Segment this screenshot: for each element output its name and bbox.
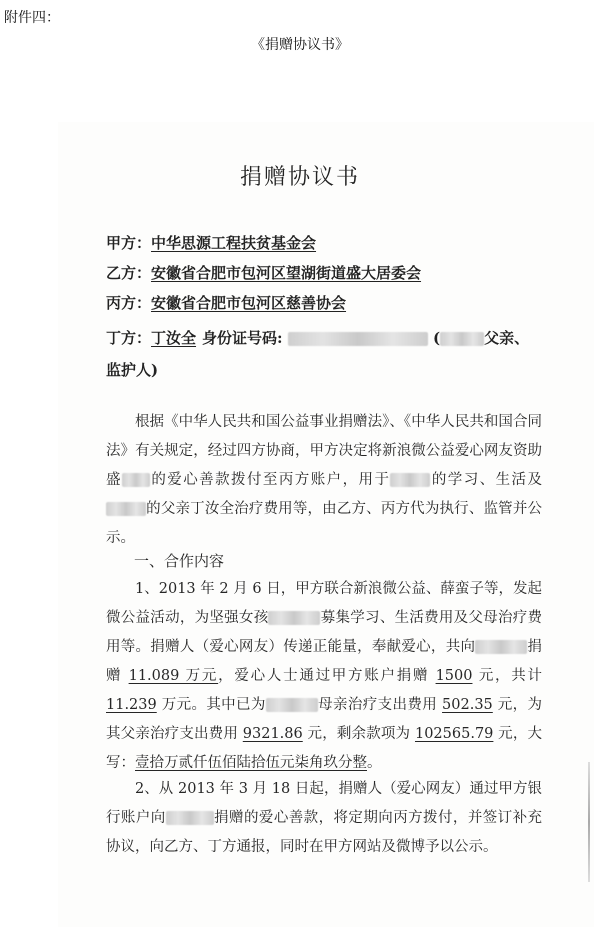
party-a-label: 甲方： (106, 234, 152, 252)
para1-text-c: 的学习、生活及 (430, 472, 542, 488)
party-c (106, 292, 346, 313)
para2-text-e: 元，共计 (472, 668, 543, 684)
party-b (106, 262, 421, 283)
id-label: 身份证号码: (202, 329, 283, 347)
party-b-value: 安徽省合肥市包河区望湖街道盛大居委会 (151, 264, 422, 282)
amount-total-online: 11.089 万元 (128, 668, 219, 684)
party-a-value: 中华思源工程扶贫基金会 (151, 234, 317, 252)
attachment-label: 附件四： (4, 10, 60, 26)
paragraph-item-1 (106, 575, 542, 778)
para1-text-b: 的爱心善款拨付至丙方账户，用于 (149, 472, 391, 488)
para1-text-d: 的父亲丁汝全治疗费用等，由乙方、丙方代为执行、监管并公示。 (106, 501, 542, 546)
document-caption: 《捐赠协议书》 (251, 37, 349, 53)
para2-text-j: 元，大写： (106, 726, 543, 771)
para2-text-i: 元，剩余款项为 (302, 726, 415, 742)
para3-text-b: 捐赠的爱心善款，将定期向丙方拨付，并签订补充协议，向乙方、丁方通报，同时在甲方网站及微博予以公示。 (106, 810, 543, 855)
party-c-value: 安徽省合肥市包河区慈善协会 (151, 294, 347, 312)
para2-text-a: 1、2013 年 2 月 6 日，甲方联合新浪微公益、薛蛮子等，发起微公益活动，为坚强女孩 (106, 581, 542, 626)
redacted-name (475, 640, 527, 654)
para3-text-a: 2、从 2013 年 3 月 18 日起，捐赠人（爱心网友）通过甲方银行账户向 (106, 781, 542, 826)
party-b-label: 乙方： (106, 264, 152, 282)
amount-account: 1500 (435, 668, 473, 684)
paragraph-legal-basis (106, 408, 542, 553)
para2-text-f: 万元。其中已为 (156, 697, 266, 713)
party-d-name: 丁汝全 (151, 329, 197, 347)
para2-text-b: 募集学习、生活费用及父母治疗费用等。捐赠人（爱心网友）传递正能量，奉献爱心，共向 (106, 610, 543, 655)
party-d-role-open: ( (433, 329, 441, 347)
amount-remaining: 102565.79 (414, 726, 494, 742)
para2-text-c: 捐赠 (106, 639, 543, 684)
section-heading: 一、合作内容 (134, 552, 225, 570)
para2-text-k: 。 (367, 755, 382, 771)
redacted-name (106, 502, 146, 516)
redacted-id-number (288, 332, 428, 346)
party-d-label: 丁方： (106, 329, 152, 347)
para2-text-g: 母亲治疗支出费用 (317, 697, 443, 713)
amount-mother: 502.35 (442, 697, 493, 713)
para2-text-d: ，爱心人士通过甲方账户捐赠 (218, 668, 436, 684)
amount-in-words: 壹拾万贰仟伍佰陆拾伍元柒角玖分整 (135, 755, 367, 771)
redacted-name (266, 698, 318, 712)
party-c-label: 丙方： (106, 294, 152, 312)
party-d (106, 322, 542, 386)
party-a (106, 232, 316, 253)
redacted-name (122, 473, 150, 487)
para2-text-h: 元，为其父亲治疗支出费用 (106, 697, 543, 742)
party-d-role: 父亲、监护人) (106, 329, 530, 379)
amount-sum: 11.239 (106, 697, 157, 713)
paragraph-item-2 (106, 775, 542, 862)
amount-father: 9321.86 (242, 726, 303, 742)
para1-text-a: 根据《中华人民共和国公益事业捐赠法》、《中华人民共和国合同法》有关规定，经过四方协商，甲方决定将新浪微公益爱心网友资助盛 (106, 414, 542, 488)
redacted-name (166, 811, 214, 825)
document-title: 捐赠协议书 (239, 165, 360, 190)
redacted-name (440, 332, 484, 346)
redacted-name (390, 473, 430, 487)
redacted-name (268, 611, 320, 625)
